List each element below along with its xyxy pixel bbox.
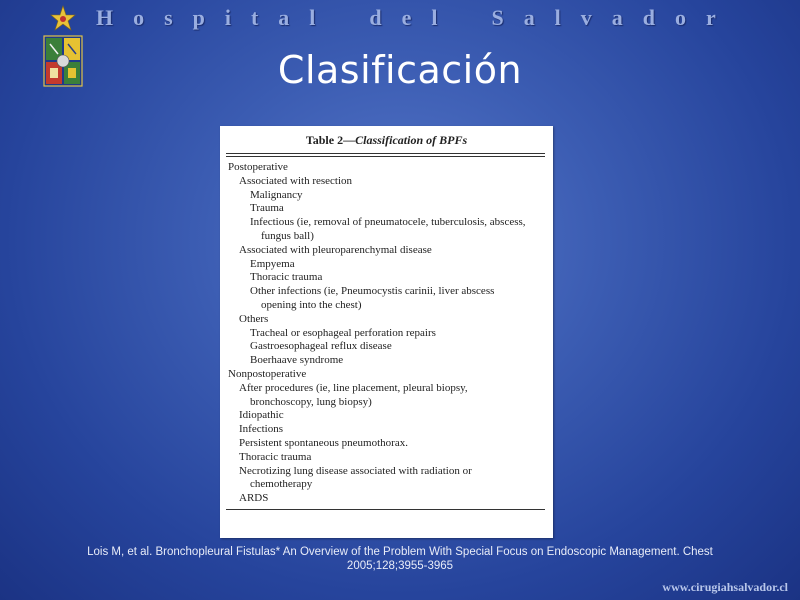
hospital-header-letter: i	[224, 5, 231, 30]
hospital-header-letter: r	[705, 5, 716, 30]
hospital-name-header	[96, 4, 716, 32]
table-row: opening into the chest)	[261, 298, 362, 311]
hospital-header-letter: t	[250, 5, 259, 30]
table-bottom-rule	[226, 509, 545, 510]
table-title-italic: Classification of BPFs	[355, 133, 468, 147]
hospital-header-letter: a	[523, 5, 535, 30]
table-row: Boerhaave syndrome	[250, 354, 344, 367]
hospital-header-letter: o	[133, 5, 145, 30]
citation	[20, 545, 780, 573]
table-row: Thoracic trauma	[239, 450, 312, 463]
table-top-rule	[226, 153, 545, 154]
hospital-header-letter: a	[611, 5, 623, 30]
table-row: Malignancy	[250, 188, 303, 201]
table-row: Postoperative	[228, 161, 288, 173]
table-row: Empyema	[250, 257, 295, 270]
table-row: Gastroesophageal reflux disease	[250, 340, 392, 353]
table-row: Infections	[239, 423, 283, 436]
slide-title: Clasificación	[277, 48, 523, 92]
table-row: Idiopathic	[239, 409, 284, 422]
hospital-header-letter: d	[642, 5, 655, 30]
hospital-header-letter: e	[401, 5, 412, 30]
hospital-header-letter: d	[369, 5, 382, 30]
table-row: Infectious (ie, removal of pneumatocele, tuberculosis, abscess,	[250, 216, 526, 229]
table-row: ARDS	[239, 492, 269, 505]
table-row: Necrotizing lung disease associated with radiation or	[239, 464, 472, 477]
table-row: Trauma	[250, 202, 284, 215]
table-row: Nonpostoperative	[228, 367, 307, 380]
hospital-header-letter: S	[491, 5, 504, 30]
table-rows	[228, 161, 543, 506]
website-url[interactable]: www.cirugiahsalvador.cl	[662, 580, 788, 594]
table-row: Associated with resection	[239, 174, 353, 187]
table-row: After procedures (ie, line placement, pleural biopsy,	[239, 381, 468, 394]
table-title-prefix: Table 2—	[305, 133, 356, 147]
hospital-header-letter: l	[431, 5, 438, 30]
table-row: Persistent spontaneous pneumothorax.	[239, 436, 408, 449]
hospital-header-letter: a	[278, 5, 290, 30]
table-row: Others	[239, 312, 269, 325]
table-row: bronchoscopy, lung biopsy)	[250, 395, 372, 408]
hospital-header-letter: p	[192, 5, 205, 30]
table-top-rule-2	[226, 156, 545, 157]
table-row: fungus ball)	[261, 229, 314, 242]
hospital-header-letter: s	[164, 5, 173, 30]
table-title	[220, 133, 553, 148]
table-row: Thoracic trauma	[250, 271, 323, 284]
hospital-header-letter: v	[580, 5, 592, 30]
table-row: Tracheal or esophageal perforation repairs	[250, 326, 436, 339]
hospital-header-letter: l	[554, 5, 561, 30]
classification-table-image	[220, 126, 553, 538]
hospital-header-letter: o	[674, 5, 686, 30]
hospital-header-letter: H	[96, 5, 114, 30]
table-row: chemotherapy	[250, 478, 313, 491]
citation-line-1: Lois M, et al. Bronchopleural Fistulas* An Overview of the Problem With Special Focus on Endoscopic Management. Chest	[87, 546, 713, 558]
hospital-header-letter: l	[309, 5, 316, 30]
citation-line-2: 2005;128;3955-3965	[346, 560, 454, 572]
table-row: Other infections (ie, Pneumocystis carinii, liver abscess	[250, 285, 495, 298]
table-row: Associated with pleuroparenchymal disease	[239, 243, 432, 256]
